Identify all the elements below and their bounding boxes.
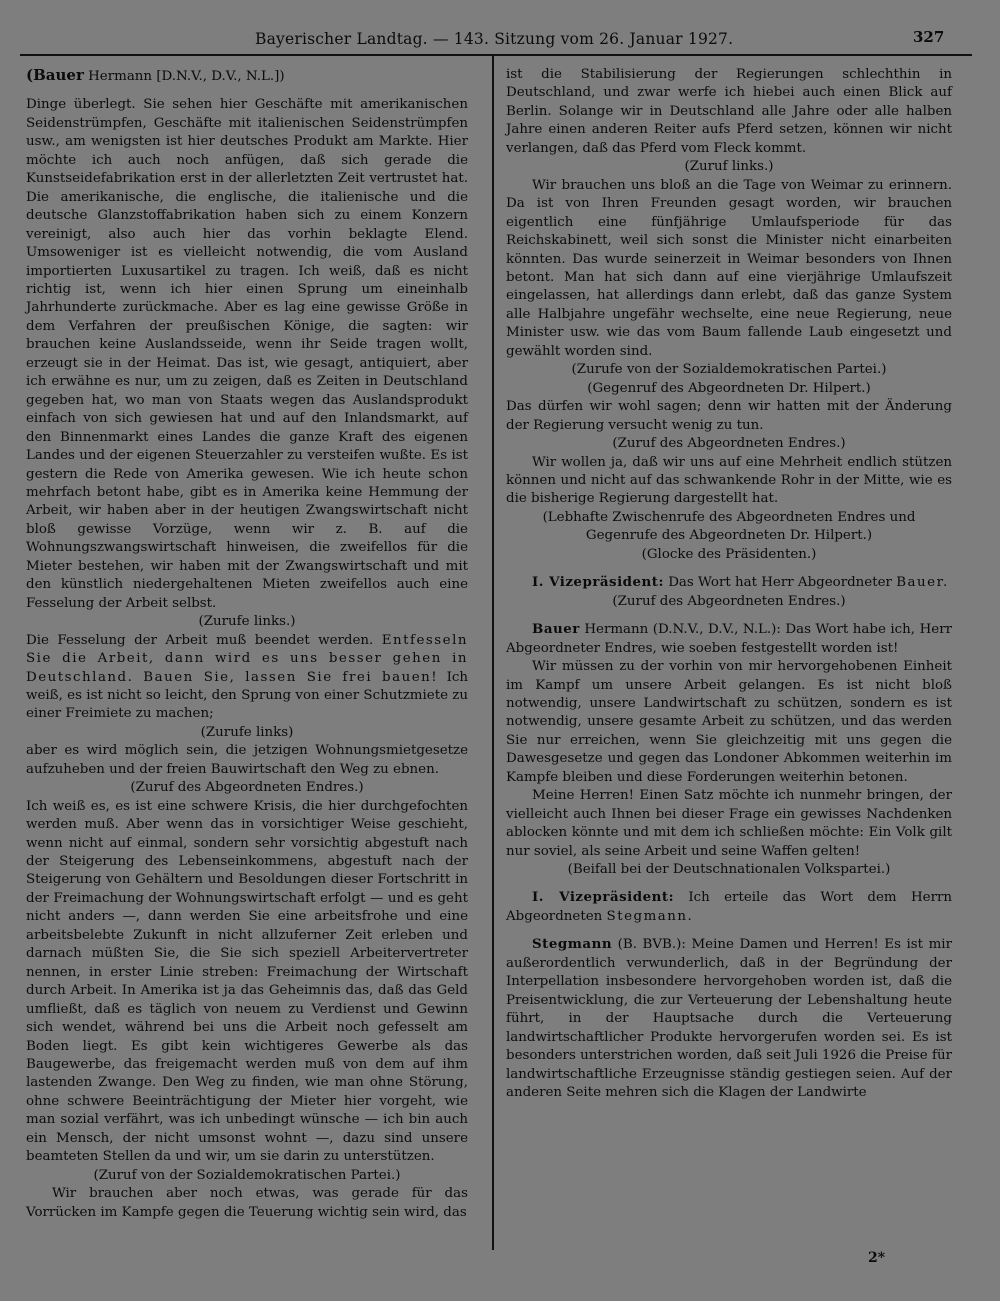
president-remark [506,888,952,926]
paragraph: Meine Herren! Einen Satz möchte ich nunmehr bringen, der vielleicht auch Ihnen bei dieser Frage ein gewisses Nachdenken ablocken könnte und mit dem ich schließen möchte: Ein Volk gilt nur soviel, als seine Arbeit und seine Waffen gelten! [506,788,952,859]
speaker-name: Bauer [532,621,580,638]
running-header [0,30,1000,52]
interjection: (Zuruf des Abgeordneten Endres.) [130,780,364,796]
president-title: I. Vizepräsident: [532,574,664,591]
printer-signature: 2* [868,1250,886,1266]
president-named: Stegmann. [606,908,694,924]
header-rule [20,54,972,56]
president-remark [506,573,952,592]
speaker-name: Stegmann [532,936,613,953]
speaker-paragraph [506,935,952,1102]
page-number: 327 [913,28,945,46]
speaker-text: (B. BVB.): Meine Damen und Herren! Es ist mir außerordentlich verwunderlich, daß in der Begründung der Interpellation insbesondere hervorgehoben worden ist, daß die Preisentwicklung, die zur Verteuerung der Lebenshaltung heute führt, in der Hauptsache durch die Verteuerung landwirtschaftlicher Produkte hervorgerufen worden sei. Es ist besonders unterstrichen worden, daß seit Juli 1926 die Preise für landwirtschaftliche Erzeugnisse ständig gestiegen seien. Auf der anderen Seite mehren sich die Klagen der Landwirte [506,937,952,1101]
emphasis: Entfesseln Sie die Arbeit, dann wird es uns besser gehen in Deutschland. Bauen Sie, lassen Sie frei bauen! [26,632,468,685]
column-divider [492,56,494,1250]
left-column [26,66,468,1222]
interjection: (Gegenruf des Abgeordneten Dr. Hilpert.) [587,380,871,396]
speaker-name: (Bauer [26,66,84,84]
president-text: Ich erteile das Wort dem Herrn Abgeordneten [506,890,952,924]
president-title: I. Vizepräsident: [532,889,675,906]
paragraph: Wir brauchen uns bloß an die Tage von Weimar zu erinnern. Da ist von Ihren Freunden gesagt worden, wir brauchen eigentlich eine fünfjährige Umlaufsperiode für das Reichskabinett, weil sich sonst die Minister nicht einarbeiten könnten. Das wurde seinerzeit in Weimar besonders von Ihnen betont. Man hat sich dann auf eine vierjährige Umlaufszeit eingelassen, hat allerdings dann erlebt, daß das ganze System alle Halbjahre ungefähr wechselte, eine neue Regierung, neue Minister usw. wie das vom Baum fallende Laub eingesetzt und gewählt worden sind. [506,177,952,359]
speaker-party: Hermann [D.N.V., D.V., N.L.]) [88,69,285,84]
interjection: (Zurufe von der Sozialdemokratischen Partei.) [571,362,887,378]
president-named: Bauer. [896,575,949,591]
interjection: (Zuruf von der Sozialdemokratischen Partei.) [93,1167,401,1183]
paragraph: ist die Stabilisierung der Regierungen schlechthin in Deutschland, und zwar werfe ich hiebei auch einen Blick auf Berlin. Solange wir in Deutschland alle Jahre oder alle halben Jahre einen anderen Reiter aufs Pferd setzen, können wir nicht verlangen, daß das Pferd vom Fleck kommt. [506,67,952,156]
speaker-text: Hermann (D.N.V., D.V., N.L.): Das Wort habe ich, Herr Abgeordneter Endres, wie soeben festgestellt worden ist! [506,622,952,656]
interjection: (Glocke des Präsidenten.) [641,546,817,562]
paragraph: Dinge überlegt. Sie sehen hier Geschäfte mit amerikanischen Seidenstrümpfen, Geschäfte mit italienischen Seidenstrümpfen usw., am wenigsten ist hier deutsches Produkt am Markte. Hier möchte ich auch noch anfügen, daß sich gerade die Kunstseidefabrikation erst in der allerletzten Zeit vertrustet hat. Die amerikanische, die englische, die italienische und die deutsche Glanzstoffabrikation haben sich zu einem Konzern vereinigt, also auch hier das vorhin beklagte Elend. Umsoweniger ist es vielleicht notwendig, die vom Ausland importierten Luxusartikel zu tragen. Ich weiß, daß es nicht richtig ist, wenn ich hier einen Sprung um eineinhalb Jahrhunderte zurückmache. Aber es lag eine gewisse Größe in dem Verfahren der preußischen Könige, die sagten: wir brauchen keine Auslandsseide, wenn ihr Seide tragen wollt, erzeugt sie in der Heimat. Das ist, wie gesagt, antiquiert, aber ich erwähne es nur, um zu zeigen, daß es Zeiten in Deutschland gegeben hat, wo man von Staats wegen das Auslandsprodukt einfach von sich gewiesen hat und auf den Inlandsmarkt, auf den Binnenmarkt eines Landes die ganze Kraft des eigenen Landes und der eigenen Steuerzahler zu versteifen wußte. Es ist gestern die Rede von Amerika gewesen. Wie ich heute schon mehrfach betont habe, gibt es in Amerika keine Hemmung der Arbeit, wir haben aber in der heutigen Zwangswirtschaft nicht bloß gewisse Vorzüge, wenn wir z. B. auf die Wohnungszwangswirtschaft hinweisen, die zweifellos für die Mieter bestehen, wir haben mit der Zwangswirtschaft und mit den künstlich niedergehaltenen Mieten zweifellos auch eine Fesselung der Arbeit selbst. [26,97,468,611]
interjection: (Zurufe links.) [198,614,296,630]
interjection: (Zurufe links) [200,724,294,740]
interjection: (Zuruf des Abgeordneten Endres.) [612,593,846,609]
speaker-heading [26,66,468,86]
paragraph: Wir müssen zu der vorhin von mir hervorgehobenen Einheit im Kampf um unsere Arbeit gelangen. Es ist nicht bloß notwendig, unsere Landwirtschaft zu schützen, sondern es ist notwendig, unsere gesamte Arbeit zu schützen, und das werden Sie nur erreichen, wenn Sie gleichzeitig mit uns gegen die Dawesgesetze und gegen das Londoner Abkommen weiterhin im Kampfe bleiben und diese Forderungen weiterhin betonen. [506,659,952,785]
speaker-paragraph [506,620,952,658]
paragraph: Wir brauchen aber noch etwas, was gerade für das Vorrücken im Kampfe gegen die Teuerung wichtig sein wird, das [26,1186,468,1220]
interjection: (Zuruf des Abgeordneten Endres.) [612,436,846,452]
interjection: (Lebhafte Zwischenrufe des Abgeordneten Endres und Gegenrufe des Abgeordneten Dr. Hilpert.) [542,509,916,544]
paragraph: aber es wird möglich sein, die jetzigen Wohnungsmietgesetze aufzuheben und der freien Bauwirtschaft den Weg zu ebnen. [26,743,468,777]
paragraph: Ich weiß es, es ist eine schwere Krisis, die hier durchgefochten werden muß. Aber wenn das in vorsichtiger Weise geschieht, wenn nicht auf einmal, sondern sehr vorsichtig abgestuft nach der Steigerung des Lebenseinkommens, abgestuft nach der Steigerung von Gehältern und Besoldungen dieser Fortschritt in der Freimachung der Wohnungswirtschaft erfolgt — und es geht nicht anders —, dann werden Sie eine arbeitsfrohe und eine arbeitsbelebte Zukunft in nicht allzuferner Zeit erleben und darnach müßten Sie, die Sie sich speziell Arbeitervertreter nennen, in erster Linie streben: Freimachung der Wirtschaft durch Arbeit. In Amerika ist ja das Geheimnis das, daß das Geld umfließt, daß es täglich von neuem zu Verdienst und Gewinn sich wendet, während bei uns die Arbeit noch gefesselt am Boden liegt. Es gibt kein wichtigeres Gewerbe als das Baugewerbe, das freigemacht werden muß von dem auf ihm lastenden Zwange. Den Weg zu finden, wie man ohne Störung, ohne schwere Beeinträchtigung der Mieter hier vorgeht, wie man sozial verfährt, was ich unbedingt wünsche — ich bin auch ein Mensch, der nicht umsonst wohnt —, dazu sind unsere beamteten Stellen da und wir, um sie darin zu unterstützen. [26,798,468,1165]
right-column [506,66,952,1102]
president-text: Das Wort hat Herr Abgeordneter [668,575,892,591]
paragraph: Das dürfen wir wohl sagen; denn wir hatten mit der Änderung der Regierung versucht wenig zu tun. [506,399,952,433]
paragraph: Wir wollen ja, daß wir uns auf eine Mehrheit endlich stützen können und nicht auf das schwankende Rohr in der Mitte, wie es die bisherige Regierung dargestellt hat. [506,454,952,507]
sentence: Ich weiß, es ist nicht so leicht, den Sprung von einer Schutzmiete zu einer Freimiete zu machen; [26,669,468,722]
interjection: (Zuruf links.) [684,159,774,175]
header-title: Bayerischer Landtag. — 143. Sitzung vom 26. Januar 1927. [255,30,734,48]
paragraph [26,632,468,724]
applause-note: (Beifall bei der Deutschnationalen Volkspartei.) [567,862,891,878]
sentence: Die Fesselung der Arbeit muß beendet werden. [26,632,374,648]
